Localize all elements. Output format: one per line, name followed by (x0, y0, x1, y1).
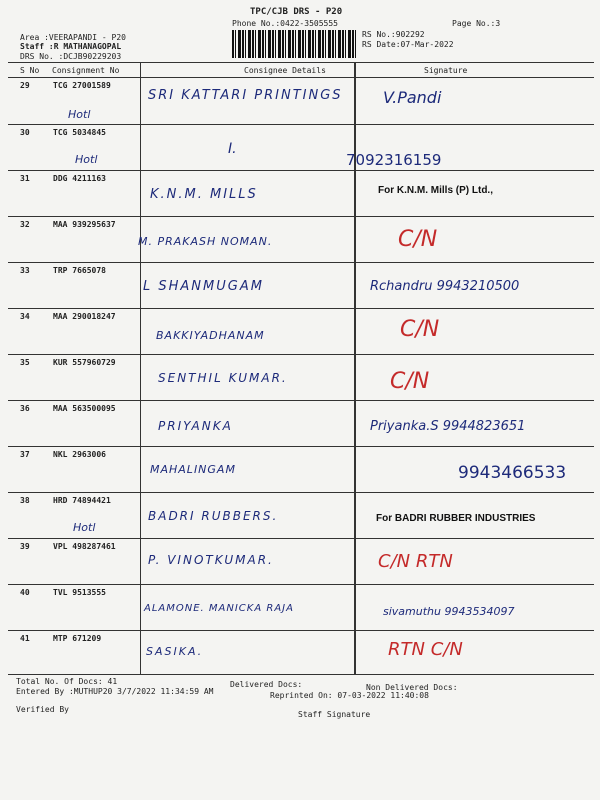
table-row (8, 355, 593, 401)
table-row (8, 171, 593, 217)
column-header-consignment: Consignment No (52, 66, 120, 75)
row-consignment: NKL 2963006 (53, 450, 106, 459)
staff-signature-label: Staff Signature (298, 710, 371, 719)
row-consignee: BAKKIYADHANAM (156, 329, 265, 342)
row-consignee: M. PRAKASH NOMAN. (138, 235, 273, 248)
company-stamp: For BADRI RUBBER INDUSTRIES (376, 513, 536, 524)
row-sno: 34 (20, 312, 30, 321)
rs-number: RS No.:902292 (362, 30, 425, 39)
row-consignment: MAA 939295637 (53, 220, 116, 229)
row-note: Hotl (75, 153, 98, 166)
row-consignee: SASIKA. (146, 645, 204, 658)
row-signature: C/N (400, 317, 440, 342)
row-consignment: TVL 9513555 (53, 588, 106, 597)
row-signature: Rchandru 9943210500 (370, 279, 520, 294)
non-delivered-docs: Non Delivered Docs: (366, 683, 458, 692)
verified-by: Verified By (16, 705, 69, 714)
table-row (8, 447, 593, 493)
table-row (8, 539, 593, 585)
row-signature: C/N (398, 227, 438, 252)
row-signature: sivamuthu 9943534097 (383, 605, 515, 618)
staff-label: Staff :R MATHANAGOPAL (20, 42, 122, 51)
row-consignment: MAA 290018247 (53, 312, 116, 321)
document-title: TPC/CJB DRS - P20 (250, 7, 343, 17)
row-consignment: TCG 27001589 (53, 81, 111, 90)
row-sno: 40 (20, 588, 30, 597)
row-consignment: TCG 5034845 (53, 128, 106, 137)
row-consignment: HRD 74894421 (53, 496, 111, 505)
table-row (8, 493, 593, 539)
row-sno: 33 (20, 266, 30, 275)
table-row (8, 78, 593, 124)
row-sno: 41 (20, 634, 30, 643)
barcode-image (232, 30, 358, 58)
column-header-sno: S No (20, 66, 40, 75)
entered-by: Entered By :MUTHUP20 3/7/2022 11:34:59 AM (16, 687, 214, 696)
row-signature: V.Pandi (383, 88, 442, 107)
row-sno: 38 (20, 496, 30, 505)
area-label: Area :VEERAPANDI - P20 (20, 33, 126, 42)
company-stamp: For K.N.M. Mills (P) Ltd., (378, 185, 493, 196)
row-sno: 29 (20, 81, 30, 90)
table-row (8, 263, 593, 309)
row-consignment: VPL 498287461 (53, 542, 116, 551)
row-sno: 31 (20, 174, 30, 183)
row-sno: 30 (20, 128, 30, 137)
row-signature: RTN C/N (388, 639, 463, 660)
total-docs: Total No. Of Docs: 41 (16, 677, 118, 686)
page-number: Page No.:3 (452, 19, 501, 28)
row-sno: 37 (20, 450, 30, 459)
row-signature: 7092316159 (346, 151, 442, 169)
row-consignment: MAA 563500095 (53, 404, 116, 413)
row-consignee: K.N.M. MILLS (150, 187, 258, 202)
drs-number: DRS No. :DCJB90229203 (20, 52, 122, 61)
row-consignee: SRI KATTARI PRINTINGS (148, 88, 343, 103)
row-consignee: L SHANMUGAM (143, 279, 264, 294)
row-note: Hotl (68, 108, 91, 121)
row-consignment: DDG 4211163 (53, 174, 106, 183)
row-signature: Priyanka.S 9944823651 (370, 419, 526, 434)
delivered-docs: Delivered Docs: (230, 680, 303, 689)
row-sno: 35 (20, 358, 30, 367)
phone-number: Phone No.:0422-3505555 (232, 19, 338, 28)
row-sno: 32 (20, 220, 30, 229)
row-consignee: ALAMONE. MANICKA RAJA (144, 603, 294, 614)
row-signature: 9943466533 (458, 463, 567, 483)
table-row (8, 401, 593, 447)
row-consignee: PRIYANKA (158, 419, 233, 433)
row-consignment: TRP 7665078 (53, 266, 106, 275)
rs-date: RS Date:07-Mar-2022 (362, 40, 454, 49)
row-signature: C/N RTN (378, 551, 453, 572)
reprinted-on: Reprinted On: 07-03-2022 11:40:08 (270, 691, 429, 700)
row-signature: C/N (390, 369, 430, 394)
table-row (8, 631, 593, 677)
column-header-consignee: Consignee Details (244, 66, 326, 75)
row-consignee: P. VINOTKUMAR. (148, 553, 274, 567)
row-consignee: SENTHIL KUMAR. (158, 371, 288, 385)
row-sno: 39 (20, 542, 30, 551)
table-row (8, 309, 593, 355)
table-row (8, 585, 593, 631)
table-row (8, 217, 593, 263)
row-consignment: MTP 671209 (53, 634, 102, 643)
row-note: Hotl (73, 521, 96, 534)
row-consignee: BADRI RUBBERS. (148, 509, 279, 523)
row-sno: 36 (20, 404, 30, 413)
table-row (8, 125, 593, 171)
row-consignment: KUR 557960729 (53, 358, 116, 367)
row-consignee: I. (228, 141, 237, 157)
column-header-signature: Signature (424, 66, 468, 75)
row-consignee: MAHALINGAM (150, 463, 236, 476)
